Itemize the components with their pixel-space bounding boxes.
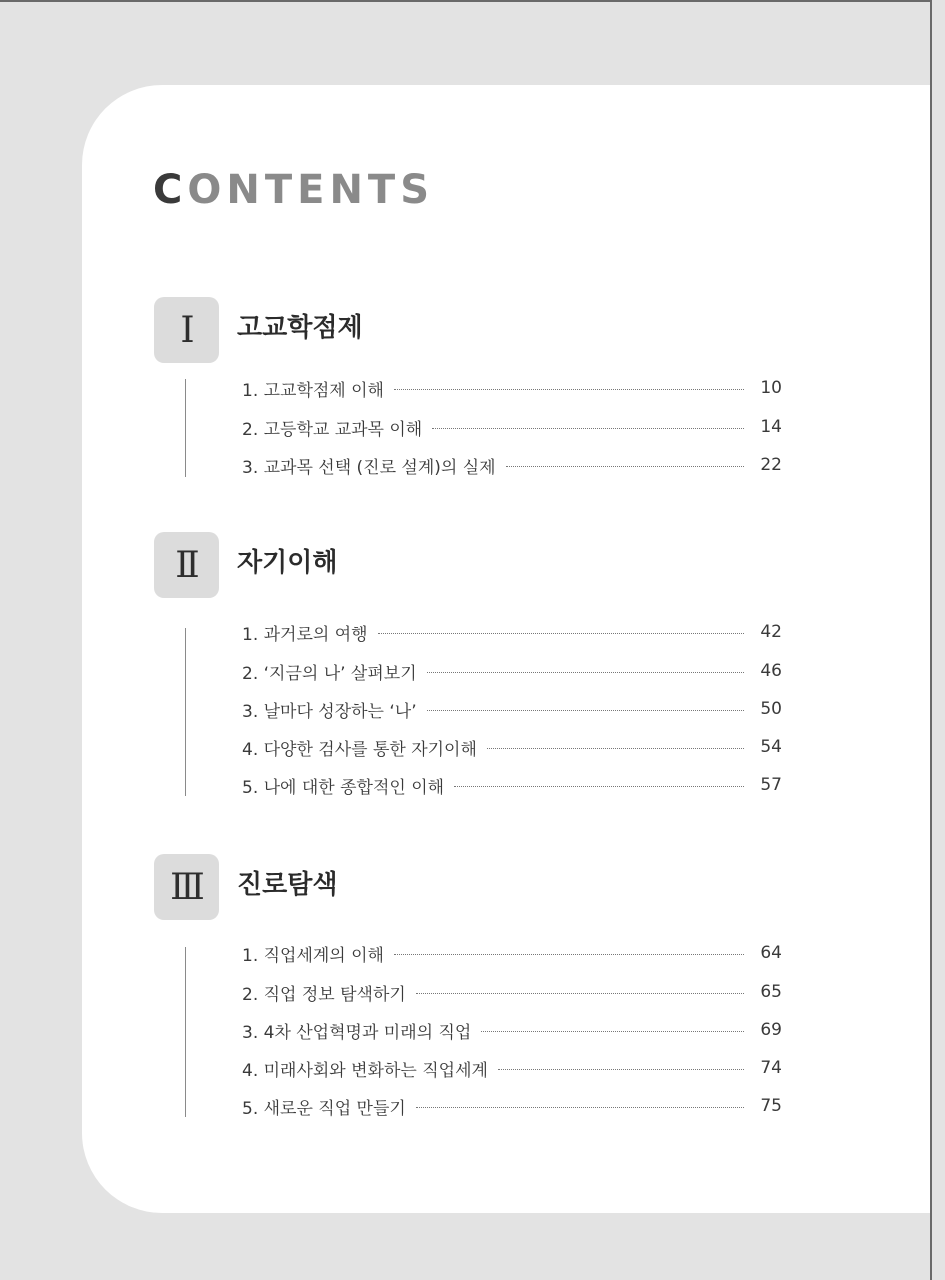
toc-entry-page: 74: [760, 1058, 782, 1078]
dot-leader: [394, 389, 744, 390]
page-title: [153, 168, 434, 212]
toc-entry[interactable]: [242, 773, 782, 797]
toc-entry-label: 2. 고등학교 교과목 이해: [242, 419, 423, 440]
dot-leader: [416, 1107, 744, 1108]
toc-entry-page: 22: [760, 455, 782, 475]
toc-entry-label: 3. 교과목 선택 (진로 설계)의 실제: [242, 457, 496, 478]
toc-entry-page: 69: [760, 1020, 782, 1040]
section-title: 고교학점제: [237, 313, 363, 343]
toc-entry-label: 4. 미래사회와 변화하는 직업세계: [242, 1060, 488, 1081]
toc-entry[interactable]: [242, 980, 782, 1004]
section-numeral: Ⅲ: [170, 866, 203, 908]
toc-entry[interactable]: [242, 1056, 782, 1080]
dot-leader: [378, 633, 744, 634]
toc-entry-page: 50: [760, 699, 782, 719]
title-rest: ONTENTS: [187, 167, 435, 213]
toc-entry-label: 5. 나에 대한 종합적인 이해: [242, 777, 445, 798]
toc-entry-page: 10: [760, 378, 782, 398]
toc-entry[interactable]: [242, 697, 782, 721]
toc-entry[interactable]: [242, 659, 782, 683]
toc-entry[interactable]: [242, 620, 782, 644]
toc-entry-label: 1. 과거로의 여행: [242, 624, 368, 645]
toc-entry-page: 14: [760, 417, 782, 437]
dot-leader: [481, 1031, 744, 1032]
section-numeral-box: [154, 532, 219, 598]
section-numeral-box: [154, 854, 219, 920]
section-vertical-line: [185, 628, 186, 796]
title-first-letter: C: [153, 167, 188, 213]
section-numeral: Ⅰ: [180, 309, 193, 351]
section-numeral-box: [154, 297, 219, 363]
toc-entry-page: 57: [760, 775, 782, 795]
toc-entry[interactable]: [242, 1018, 782, 1042]
page-card: [82, 85, 930, 1213]
toc-entry-label: 5. 새로운 직업 만들기: [242, 1098, 406, 1119]
right-frame-border: [930, 0, 932, 1280]
toc-entry-page: 65: [760, 982, 782, 1002]
section-vertical-line: [185, 947, 186, 1117]
section-numeral: Ⅱ: [175, 544, 198, 586]
toc-entry-label: 2. ‘지금의 나’ 살펴보기: [242, 663, 417, 684]
dot-leader: [432, 428, 744, 429]
dot-leader: [487, 748, 744, 749]
dot-leader: [454, 786, 744, 787]
toc-entry[interactable]: [242, 941, 782, 965]
dot-leader: [416, 993, 744, 994]
dot-leader: [427, 710, 744, 711]
toc-entry-label: 3. 4차 산업혁명과 미래의 직업: [242, 1022, 472, 1043]
top-frame-border: [0, 0, 932, 4]
toc-entry-page: 64: [760, 943, 782, 963]
toc-entry-page: 42: [760, 622, 782, 642]
toc-entry-page: 54: [760, 737, 782, 757]
dot-leader: [427, 672, 744, 673]
dot-leader: [498, 1069, 744, 1070]
toc-entry-page: 75: [760, 1096, 782, 1116]
toc-entry-label: 1. 직업세계의 이해: [242, 945, 384, 966]
toc-entry[interactable]: [242, 453, 782, 477]
toc-entry-page: 46: [760, 661, 782, 681]
toc-entry[interactable]: [242, 735, 782, 759]
toc-entry-label: 1. 고교학점제 이해: [242, 380, 384, 401]
toc-entry[interactable]: [242, 415, 782, 439]
dot-leader: [394, 954, 744, 955]
toc-entry-label: 3. 날마다 성장하는 ‘나’: [242, 701, 417, 722]
dot-leader: [506, 466, 744, 467]
section-vertical-line: [185, 379, 186, 477]
section-title: 자기이해: [237, 548, 338, 578]
toc-entry[interactable]: [242, 1094, 782, 1118]
toc-entry[interactable]: [242, 376, 782, 400]
toc-entry-label: 4. 다양한 검사를 통한 자기이해: [242, 739, 477, 760]
toc-entry-label: 2. 직업 정보 탐색하기: [242, 984, 406, 1005]
section-title: 진로탐색: [237, 870, 338, 900]
